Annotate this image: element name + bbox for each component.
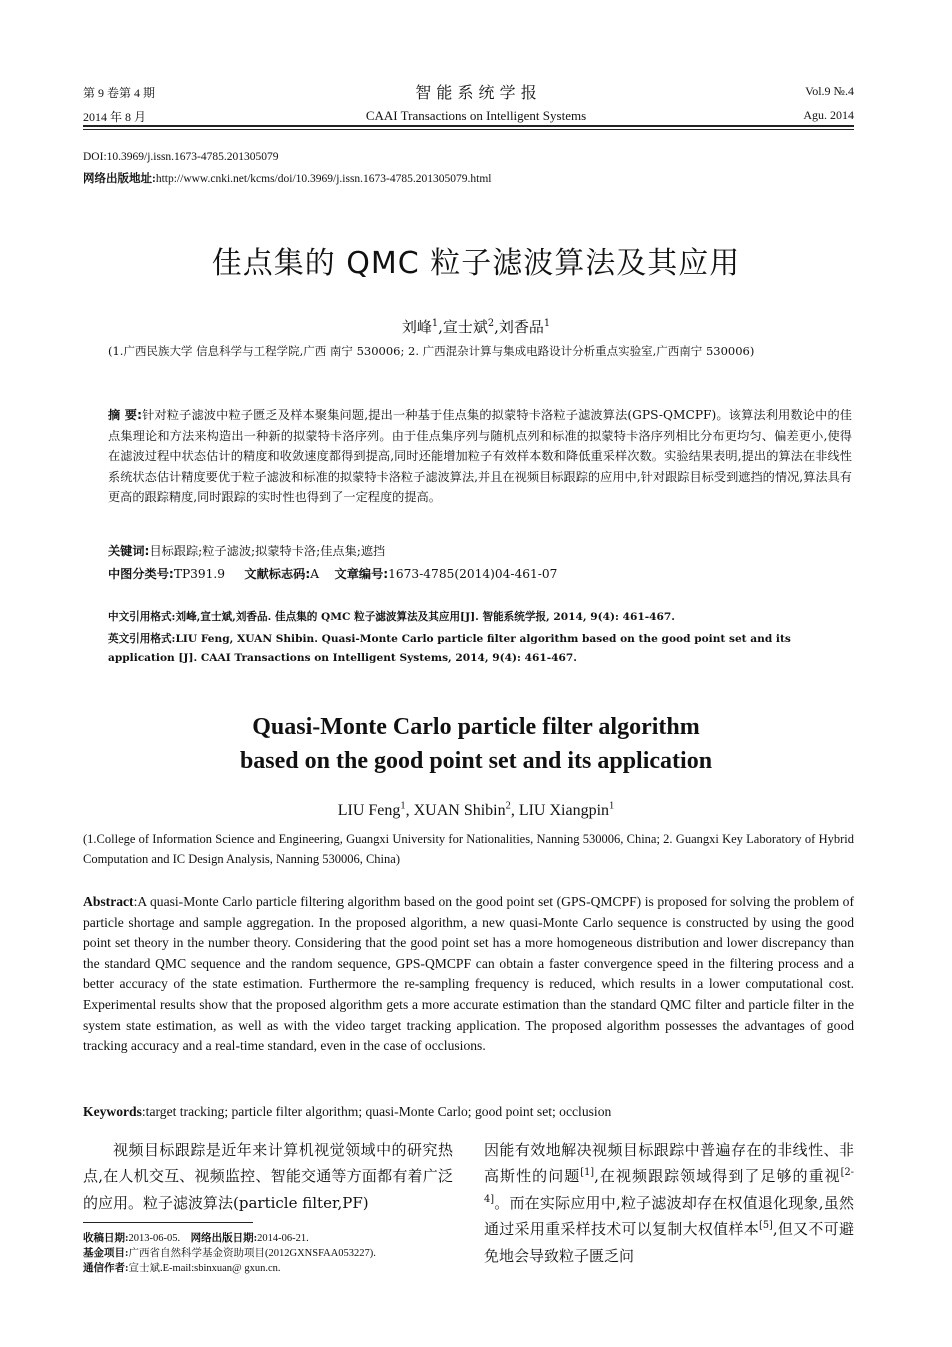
author-en-3: , LIU Xiangpin <box>510 802 610 819</box>
online-url[interactable]: http://www.cnki.net/kcms/doi/10.3969/j.issn.1673-4785.201305079.html <box>155 173 492 185</box>
affiliation-en: (1.College of Information Science and Engineering, Guangxi University for Nationalities, Nanning 530006, China; 2. Guangxi Key Laboratory of Hybrid Computation and IC Design Analysis, Nanning 530006, China) <box>83 832 854 866</box>
fund-text: 广西省自然科学基金资助项目(2012GXNSFAA053227). <box>128 1248 376 1259</box>
affiliation-cn: (1.广西民族大学 信息科学与工程学院,广西 南宁 530006; 2. 广西混杂计算与集成电路设计分析重点实验室,广西南宁 530006) <box>108 344 755 358</box>
cite-en <box>108 630 852 668</box>
corr-text: 宣士斌.E-mail:sbinxuan@ gxun.cn. <box>128 1263 281 1274</box>
clc-value: TP391.9 <box>173 567 226 581</box>
artno-value: 1673-4785(2014)04-461-07 <box>388 567 558 581</box>
author-1: 刘峰 <box>401 318 432 336</box>
title-en-line2: based on the good point set and its application <box>239 748 713 774</box>
cite-cn-text: 刘峰,宣士斌,刘香品. 佳点集的 QMC 粒子滤波算法及其应用[J]. 智能系统学报, 2014, 9(4): 461-467. <box>175 611 675 623</box>
abstract-en-label: Abstract <box>83 894 134 909</box>
header-rule-thin <box>83 129 854 130</box>
keywords-cn-text: 目标跟踪;粒子滤波;拟蒙特卡洛;佳点集;遮挡 <box>149 544 386 558</box>
author-en-1-aff: 1 <box>400 800 406 812</box>
author-2-aff: 2 <box>487 318 495 329</box>
volume-issue-en: Vol.9 №.4 <box>805 84 854 98</box>
author-en-2-aff: 2 <box>505 800 511 812</box>
online-date-label: 网络出版日期: <box>190 1233 258 1244</box>
keywords-en <box>83 1102 854 1123</box>
artno-label: 文章编号: <box>334 567 389 581</box>
body-right-column <box>484 1137 854 1269</box>
body-left-column: 视频目标跟踪是近年来计算机视觉领域中的研究热点,在人机交互、视频监控、智能交通等方面都有着广泛的应用。粒子滤波算法(particle filter,PF) <box>83 1141 453 1212</box>
keywords-cn <box>108 541 852 562</box>
authors-en <box>0 802 952 820</box>
corr-label: 通信作者: <box>83 1263 129 1274</box>
cite-en-text: LIU Feng, XUAN Shibin. Quasi-Monte Carlo particle filter algorithm based on the good point set and its application [J]. CAAI Transactions on Intelligent Systems, 2014, 9(4): 461-467. <box>108 633 791 664</box>
footnote-rule <box>83 1222 253 1223</box>
abstract-cn-label: 摘 要: <box>108 408 142 422</box>
received-label: 收稿日期: <box>83 1233 129 1244</box>
footnote-corresponding <box>83 1262 463 1276</box>
body-right-text-1: 因能有效地解决视频目标跟踪中普遍存在的非线性、非高斯性的问题 <box>484 1141 854 1186</box>
body-right-text-2: ,在视频跟踪领域得到了足够的重视 <box>594 1167 841 1186</box>
issue-date-en: Agu. 2014 <box>803 108 854 122</box>
journal-name-cn: 智 能 系 统 学 报 <box>415 83 537 102</box>
body-right-text-3: 。而在实际应用中,粒子滤波却存在权值退化现象,虽然通过采用重采样技术可以复制大权值样本 <box>484 1193 854 1239</box>
fund-label: 基金项目: <box>83 1248 129 1259</box>
online-address <box>83 170 491 188</box>
abstract-en-text: :A quasi-Monte Carlo particle filtering algorithm based on the good point set (GPS-QMCPF) is proposed for solving the problem of particle shortage and sample aggregation. In the proposed algorithm, a new quasi-Monte Carlo sequence is constructed by using the good point set theory in the number theory. Considering that the good point set has a more homogeneous distribution and lower discrepancy than the standard QMC sequence and the random sequence, GPS-QMCPF can obtain a faster convergence speed in the filtering process and a better accuracy of the state estimation. Furthermore the re-sampling frequency is reduced, which results in a lower computational cost. Experimental results show that the proposed algorithm gets a more accurate estimation than the standard QMC filter and particle filter in the system state estimation, as well as with the video target tracking application. The proposed algorithm possesses the advantages of good tracking accuracy and a real-time standard, even in the case of occlusions. <box>83 894 854 1054</box>
clc-label: 中图分类号: <box>108 567 174 581</box>
received-date: 2013-06-05. <box>128 1233 181 1244</box>
cite-cn-label: 中文引用格式: <box>108 611 176 623</box>
keywords-cn-label: 关键词: <box>108 544 150 558</box>
author-3: ,刘香品 <box>494 318 544 336</box>
abstract-en <box>83 892 854 1057</box>
author-en-1: LIU Feng <box>337 802 401 819</box>
volume-issue: 第 9 卷第 4 期 <box>83 86 156 100</box>
footnote-fund <box>83 1247 463 1261</box>
body-right-text-4: ,但又不可避免地会导致粒子匮乏问 <box>484 1220 854 1265</box>
issue-date: 2014 年 8 月 <box>83 110 147 124</box>
keywords-en-text: :target tracking; particle filter algorithm; quasi-Monte Carlo; good point set; occlusion <box>141 1104 612 1119</box>
ref-3[interactable]: [5] <box>759 1220 773 1232</box>
doccode-value: A <box>310 567 320 581</box>
cite-cn <box>108 608 852 627</box>
doccode-label: 文献标志码: <box>244 567 311 581</box>
author-en-3-aff: 1 <box>609 800 615 812</box>
author-2: ,宣士斌 <box>438 318 488 336</box>
ref-1[interactable]: [1] <box>580 1167 595 1179</box>
footnote-dates <box>83 1232 463 1246</box>
author-1-aff: 1 <box>431 318 439 329</box>
keywords-en-label: Keywords <box>83 1104 142 1119</box>
online-date: 2014-06-21. <box>257 1233 309 1244</box>
header-rule <box>83 125 854 127</box>
ref-2[interactable]: [2-4] <box>484 1167 854 1205</box>
cite-en-label: 英文引用格式: <box>108 633 176 645</box>
abstract-cn-text: 针对粒子滤波中粒子匮乏及样本聚集问题,提出一种基于佳点集的拟蒙特卡洛粒子滤波算法(GPS-QMCPF)。该算法利用数论中的佳点集理论和方法来构造出一种新的拟蒙特卡洛序列。由于佳点集序列与随机点列和标准的拟蒙特卡洛序列相比分布更均匀、偏差更小,使得在滤波过程中状态估计的精度和收敛速度都得到提高,同时还能增加粒子有效样本数和降低重采样次数。实验结果表明,提出的算法在非线性系统状态估计精度要优于粒子滤波和标准的拟蒙特卡洛粒子滤波算法,并且在视频目标跟踪的应用中,针对跟踪目标受到遮挡的情况,算法具有更高的跟踪精度,同时跟踪的实时性也得到了一定程度的提高。 <box>108 408 852 505</box>
abstract-cn <box>108 405 852 508</box>
title-en-line1: Quasi-Monte Carlo particle filter algorithm <box>252 714 700 740</box>
online-label: 网络出版地址: <box>83 173 156 185</box>
authors-cn <box>0 316 952 337</box>
doi: DOI:10.3969/j.issn.1673-4785.201305079 <box>83 151 279 163</box>
classification-line <box>108 564 852 585</box>
journal-name-en: CAAI Transactions on Intelligent Systems <box>365 108 587 123</box>
title-cn: 佳点集的 QMC 粒子滤波算法及其应用 <box>211 246 741 281</box>
author-3-aff: 1 <box>543 318 551 329</box>
author-en-2: , XUAN Shibin <box>405 802 506 819</box>
